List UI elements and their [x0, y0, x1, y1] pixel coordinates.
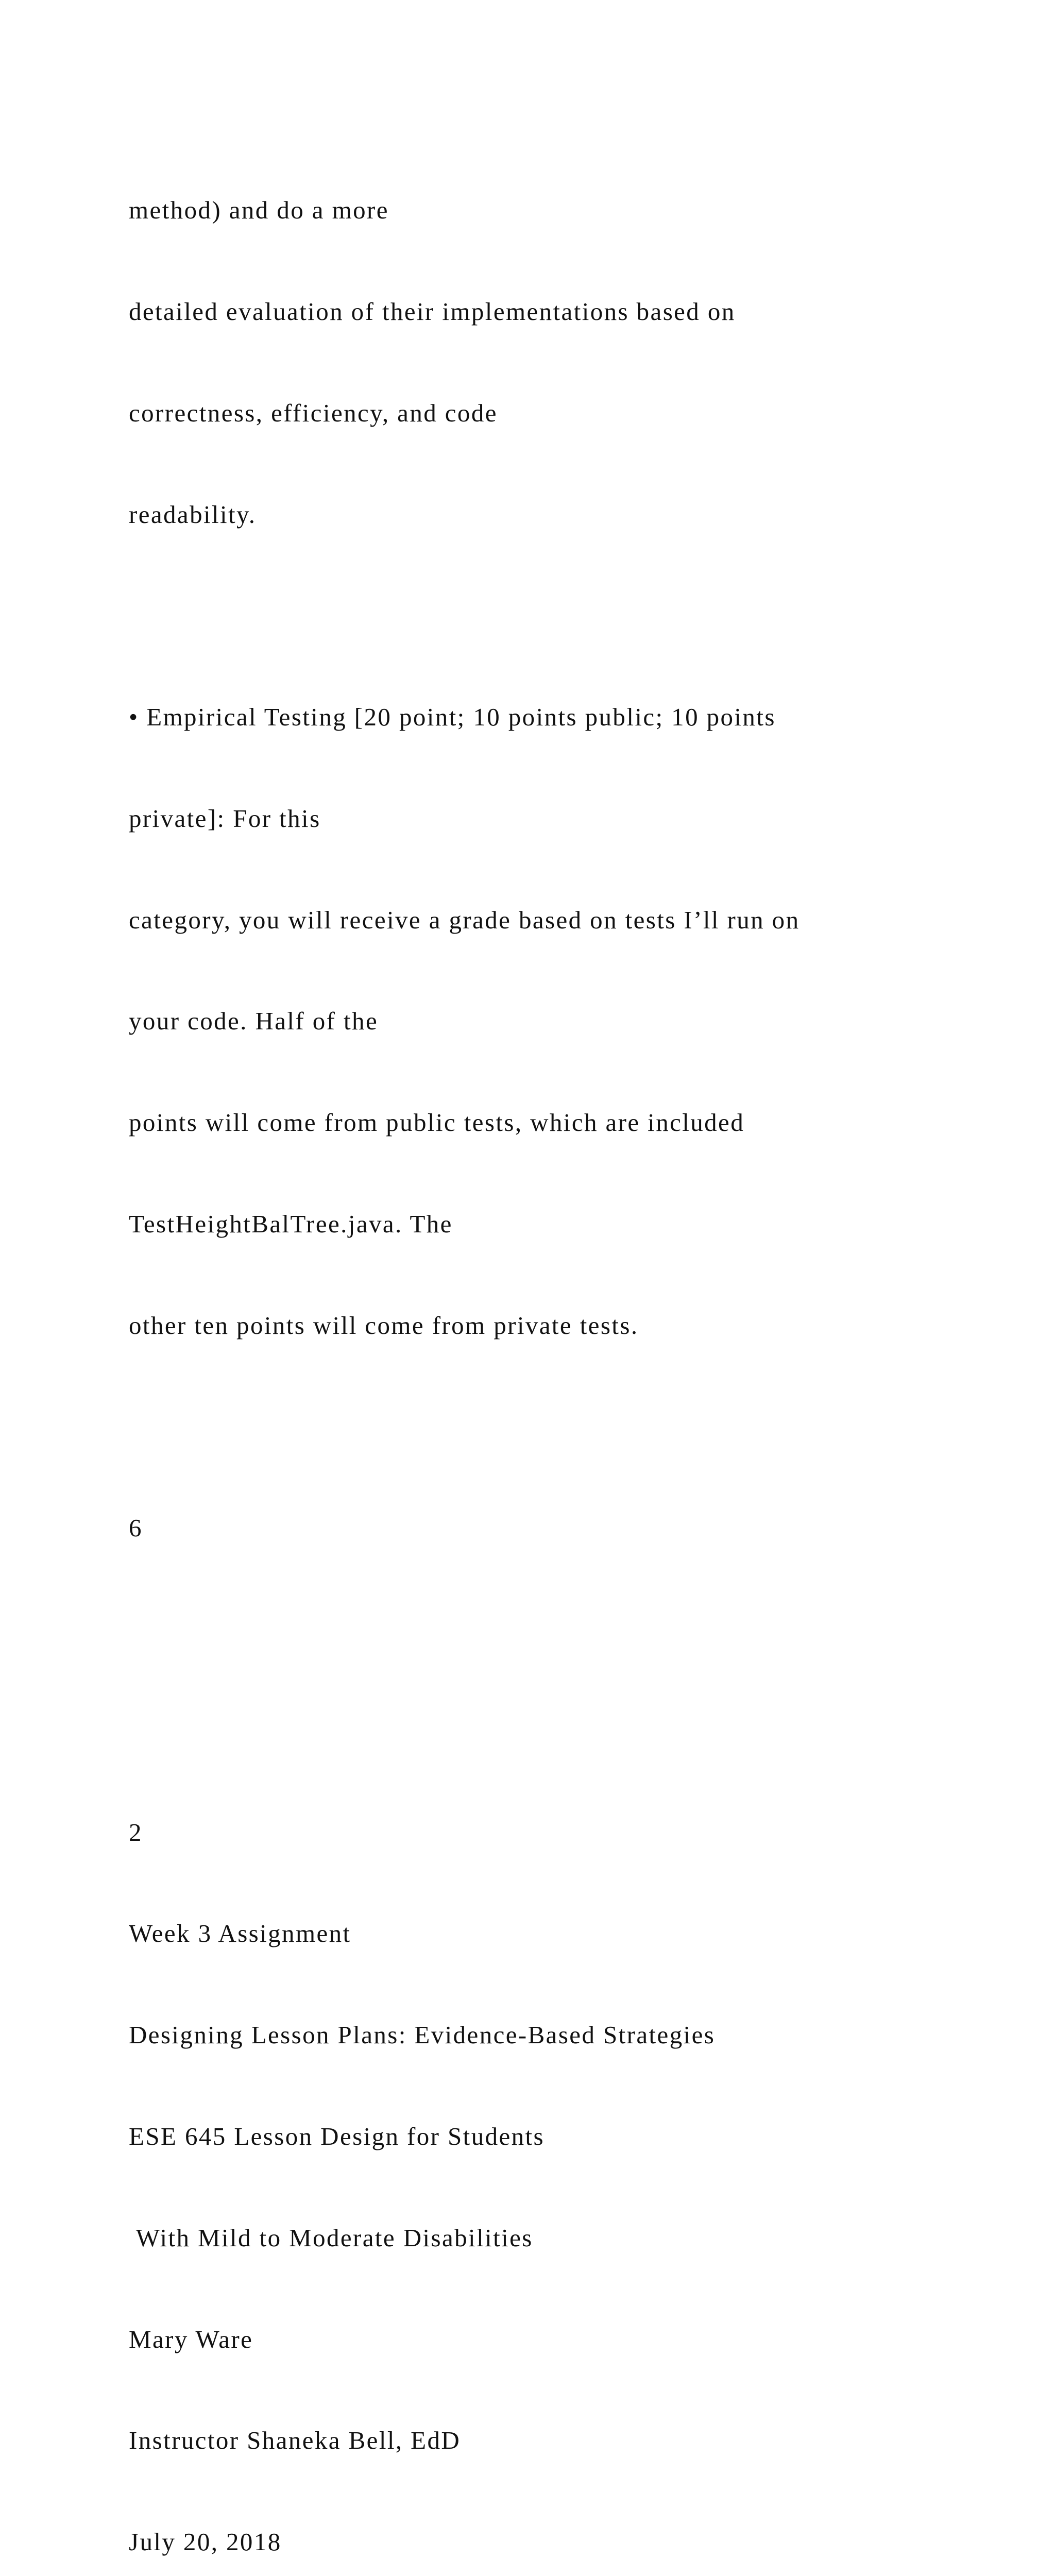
course-name-continued: With Mild to Moderate Disabilities [129, 2223, 533, 2252]
text-line: • Empirical Testing [20 point; 10 points public; 10 points [129, 703, 776, 732]
text-line: detailed evaluation of their implementations based on [129, 297, 736, 326]
assignment-subtitle: Designing Lesson Plans: Evidence-Based Strategies [129, 2021, 716, 2049]
course-name: ESE 645 Lesson Design for Students [129, 2122, 545, 2151]
author-name: Mary Ware [129, 2325, 253, 2353]
text-line: points will come from public tests, which are included [129, 1108, 745, 1137]
blank-line [129, 1613, 1035, 1647]
text-line: other ten points will come from private tests. [129, 1311, 639, 1340]
blank-line [129, 1714, 1035, 1748]
text-line: your code. Half of the [129, 1007, 379, 1036]
page-number: 6 [129, 1514, 143, 1543]
text-line: category, you will receive a grade based on tests I’ll run on [129, 905, 800, 934]
assignment-title: Week 3 Assignment [129, 1919, 351, 1948]
text-line: TestHeightBalTree.java. The [129, 1210, 453, 1238]
text-line: method) and do a more [129, 196, 389, 225]
instructor-name: Instructor Shaneka Bell, EdD [129, 2426, 461, 2455]
page-number: 2 [129, 1818, 143, 1846]
date: July 20, 2018 [129, 2528, 282, 2556]
text-line: correctness, efficiency, and code [129, 398, 498, 427]
blank-line [129, 599, 1035, 633]
text-line: private]: For this [129, 804, 321, 833]
blank-line [129, 1410, 1035, 1444]
text-line: readability. [129, 500, 257, 529]
document-text [129, 126, 1035, 2576]
